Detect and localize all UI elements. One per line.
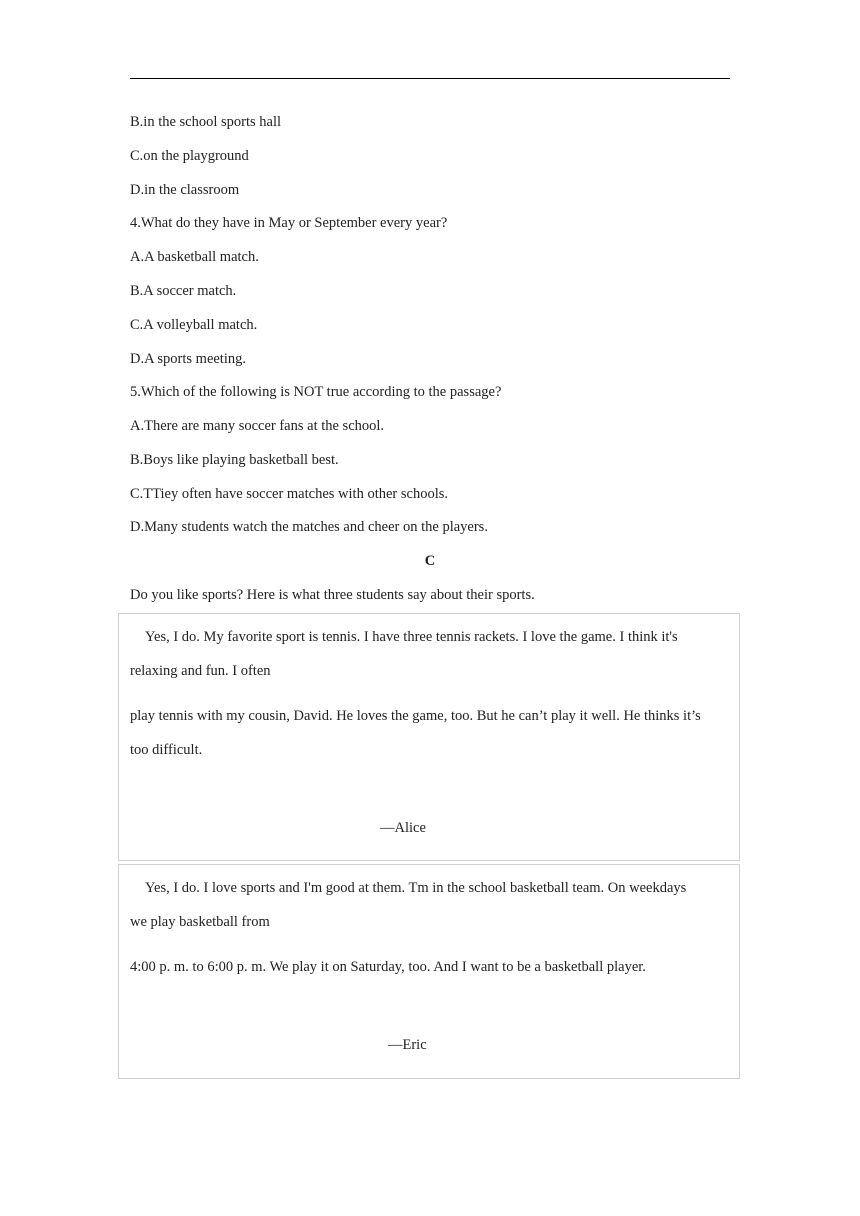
passage-line: Yes, I do. My favorite sport is tennis. I have three tennis rackets. I love the game. I think it's (145, 629, 678, 645)
passage-line: we play basketball from (130, 914, 270, 930)
passage-line: Yes, I do. I love sports and I'm good at them. Tm in the school basketball team. On weekdays (145, 880, 687, 896)
passage-line: play tennis with my cousin, David. He loves the game, too. But he can’t play it well. He thinks it’s (130, 708, 701, 724)
q4-option-d: D.A sports meeting. (130, 351, 246, 367)
q5-option-a: A.There are many soccer fans at the school. (130, 418, 385, 434)
passage-eric (118, 864, 740, 1079)
q3-option-b: B.in the school sports hall (130, 114, 282, 130)
passage-line: relaxing and fun. I often (130, 663, 271, 679)
passage-signature: —Alice (380, 820, 426, 836)
q4-option-c: C.A volleyball match. (130, 317, 258, 333)
q5-option-d: D.Many students watch the matches and cheer on the players. (130, 519, 488, 535)
q3-option-c: C.on the playground (130, 148, 249, 164)
q5-option-b: B.Boys like playing basketball best. (130, 452, 339, 468)
q4-question: 4.What do they have in May or September every year? (130, 215, 448, 231)
passage-line: 4:00 p. m. to 6:00 p. m. We play it on Saturday, too. And I want to be a basketball player. (130, 959, 646, 975)
passage-signature: —Eric (388, 1037, 427, 1053)
section-c-label: C (424, 553, 436, 569)
q4-option-a: A.A basketball match. (130, 249, 259, 265)
passage-alice (118, 613, 740, 861)
section-c-intro: Do you like sports? Here is what three students say about their sports. (130, 587, 535, 603)
header-rule (130, 78, 730, 79)
q5-option-c: C.TTiey often have soccer matches with other schools. (130, 486, 448, 502)
q5-question: 5.Which of the following is NOT true according to the passage? (130, 384, 502, 400)
q4-option-b: B.A soccer match. (130, 283, 237, 299)
passage-line: too difficult. (130, 742, 203, 758)
q3-option-d: D.in the classroom (130, 182, 240, 198)
